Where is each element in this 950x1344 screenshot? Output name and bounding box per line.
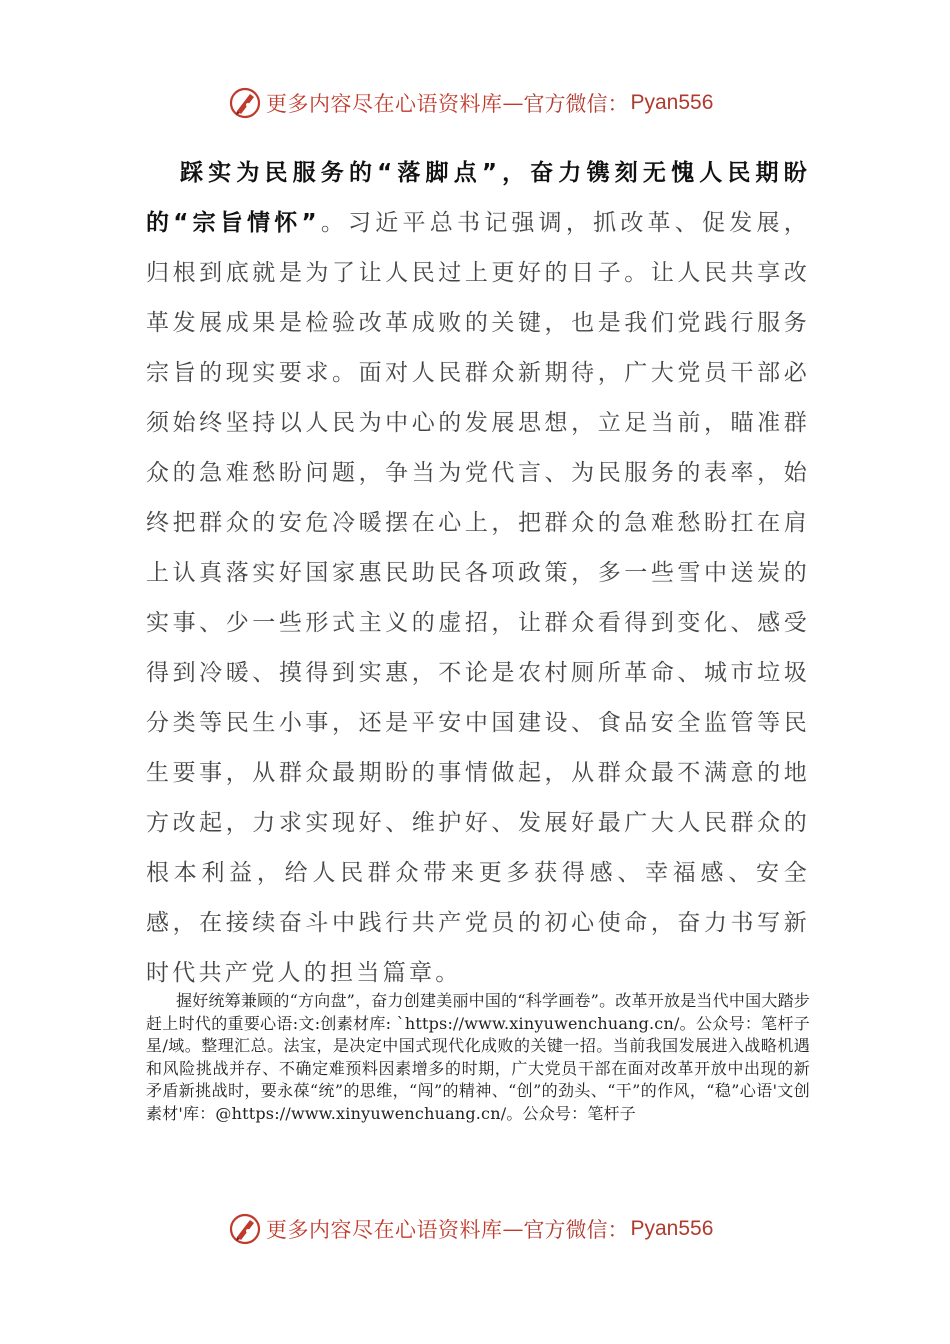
brand-text: 更多内容尽在心语资料库: [266, 92, 503, 116]
article-paragraph: [146, 148, 810, 998]
wechat-label: 官方微信：: [523, 92, 629, 116]
banner-dash: —: [502, 1217, 524, 1241]
footer-banner: [0, 1209, 950, 1249]
note-paragraph: 握好统筹兼顾的“方向盘”，奋力创建美丽中国的“科学画卷”。改革开放是当代中国大踏步赶上时代的重要心语:文:创素材库: `https://www.xinyuwenchuang.cn/。公众号：笔杆子星/域。整理汇总。法宝，是决定中国式现代化成败的关键一招。当前我国发展进入战略机遇和风险挑战并存、不确定难预料因素增多的时期，广大党员干部在面对改革开放中出现的新矛盾新挑战时，要永葆“统”的思维，“闯”的精神、“创”的劲头、“干”的作风，“稳”心语'文创素材'库：@https://www.xinyuwenchuang.cn/。公众号：笔杆子: [146, 991, 810, 1123]
header-banner: [0, 83, 950, 123]
banner-dash: —: [502, 91, 524, 115]
wechat-id: Pyan556: [630, 1217, 714, 1240]
pen-logo-icon: [228, 1212, 262, 1246]
wechat-label: 官方微信：: [523, 1218, 629, 1242]
article-body: 。习近平总书记强调，抓改革、促发展，归根到底就是为了让人民过上更好的日子。让人民共享改革发展成果是检验改革成败的关键，也是我们党践行服务宗旨的现实要求。面对人民群众新期待，广大党员干部必须始终坚持以人民为中心的发展思想，立足当前，瞄准群众的急难愁盼问题，争当为党代言、为民服务的表率，始终把群众的安危冷暖摆在心上，把群众的急难愁盼扛在肩上认真落实好国家惠民助民各项政策，多一些雪中送炭的实事、少一些形式主义的虚招，让群众看得到变化、感受得到冷暖、摸得到实惠，不论是农村厕所革命、城市垃圾分类等民生小事，还是平安中国建设、食品安全监管等民生要事，从群众最期盼的事情做起，从群众最不满意的地方改起，力求实现好、维护好、发展好最广大人民群众的根本利益，给人民群众带来更多获得感、幸福感、安全感，在接续奋斗中践行共产党员的初心使命，奋力书写新时代共产党人的担当篇章。: [146, 210, 810, 986]
pen-logo-icon: [228, 86, 262, 120]
wechat-id: Pyan556: [630, 91, 714, 114]
brand-text: 更多内容尽在心语资料库: [266, 1218, 503, 1242]
article-heading: 踩实为民服务的“落脚点”，奋力镌刻无愧人民期盼的“宗旨情怀”: [146, 160, 810, 236]
